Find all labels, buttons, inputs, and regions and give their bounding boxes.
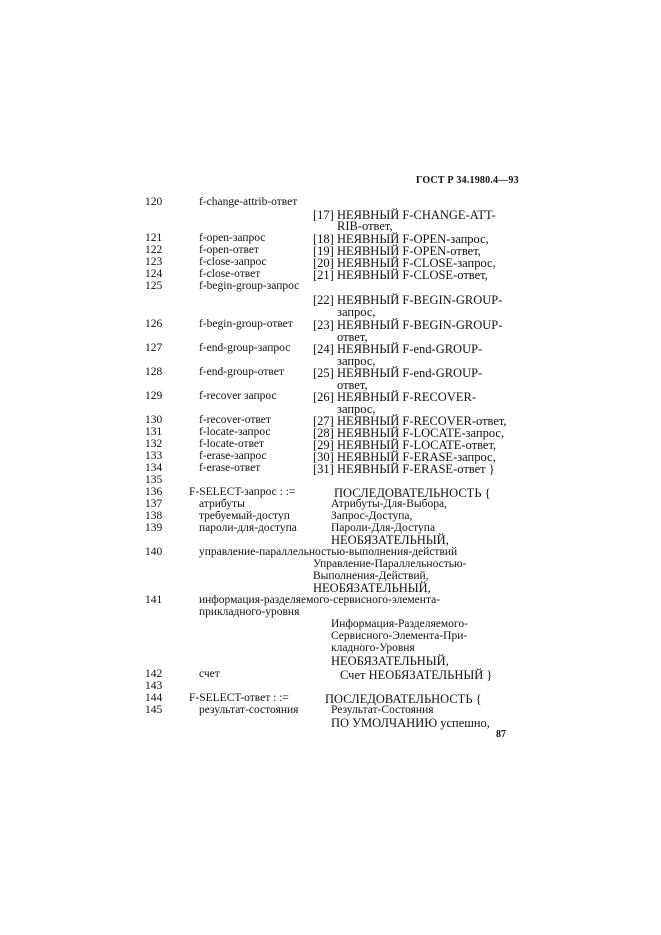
field-name: f-begin-group-ответ	[199, 318, 293, 330]
default-value: ПО УМОЛЧАНИЮ успешно,	[331, 716, 490, 730]
sequence-keyword: ПОСЛЕДОВАТЕЛЬНОСТЬ {	[325, 692, 482, 706]
line-number: 121	[145, 232, 163, 244]
line-number: 139	[145, 522, 163, 534]
field-type: Атрибуты-Для-Выбора,	[331, 498, 447, 510]
field-type: [29] НЕЯВНЫЙ F-LOCATE-ответ,	[313, 438, 497, 452]
field-name: f-open-запрос	[199, 232, 266, 244]
field-name: f-begin-group-запрос	[199, 280, 300, 292]
field-type: RIB-ответ,	[337, 219, 393, 233]
line-number: 125	[145, 280, 163, 292]
field-type: ответ,	[337, 330, 368, 344]
field-type: [23] НЕЯВНЫЙ F-BEGIN-GROUP-	[313, 318, 503, 332]
field-name: f-end-group-запрос	[199, 342, 291, 354]
field-type: кладного-Уровня	[331, 642, 415, 654]
line-number: 130	[145, 414, 163, 426]
field-name: f-erase-ответ	[199, 462, 261, 474]
field-name: пароли-для-доступа	[199, 522, 297, 534]
line-number: 124	[145, 268, 163, 280]
field-type: Пароли-Для-Доступа	[331, 522, 436, 534]
field-type: запрос,	[337, 305, 376, 319]
field-type: Сервисного-Элемента-При-	[331, 630, 468, 642]
field-type: запрос,	[337, 354, 376, 368]
line-number: 145	[145, 704, 163, 716]
field-type: Выполнения-Действий,	[313, 570, 429, 582]
line-number: 136	[145, 486, 163, 498]
line-number: 131	[145, 426, 163, 438]
field-type: запрос,	[337, 402, 376, 416]
field-type: [27] НЕЯВНЫЙ F-RECOVER-ответ,	[313, 414, 507, 428]
field-name: f-close-ответ	[199, 268, 261, 280]
line-number: 133	[145, 450, 163, 462]
field-type: Результат-Состояния	[331, 704, 434, 716]
field-type: ответ,	[337, 378, 368, 392]
optional-keyword: НЕОБЯЗАТЕЛЬНЫЙ,	[331, 533, 449, 547]
line-number: 135	[145, 474, 163, 486]
field-name: f-recover запрос	[199, 390, 277, 402]
line-number: 132	[145, 438, 163, 450]
field-type: Запрос-Доступа,	[331, 510, 413, 522]
field-name: прикладного-уровня	[199, 606, 300, 618]
field-name: f-recover-ответ	[199, 414, 271, 426]
field-type: [17] НЕЯВНЫЙ F-CHANGE-ATT-	[313, 208, 496, 222]
line-number: 134	[145, 462, 163, 474]
field-name: требуемый-доступ	[199, 510, 290, 522]
line-number: 129	[145, 390, 163, 402]
field-type: [31] НЕЯВНЫЙ F-ERASE-ответ }	[313, 462, 495, 476]
field-type: [20] НЕЯВНЫЙ F-CLOSE-запрос,	[313, 256, 496, 270]
page-header: ГОСТ Р 34.1980.4—93	[416, 175, 519, 186]
line-number: 141	[145, 594, 163, 606]
line-number: 138	[145, 510, 163, 522]
field-name: результат-состояния	[199, 704, 299, 716]
field-name: информация-разделяемого-сервисного-элемента-	[199, 594, 441, 606]
field-type: [30] НЕЯВНЫЙ F-ERASE-запрос,	[313, 450, 496, 464]
type-definition: F-SELECT-ответ : :=	[189, 692, 289, 704]
field-name: f-close-запрос	[199, 256, 267, 268]
field-type: [25] НЕЯВНЫЙ F-end-GROUP-	[313, 366, 483, 380]
line-number: 137	[145, 498, 163, 510]
type-definition: F-SELECT-запрос : :=	[189, 486, 296, 498]
line-number: 144	[145, 692, 163, 704]
line-number: 120	[145, 196, 163, 208]
field-name: f-change-attrib-ответ	[199, 196, 298, 208]
field-name: f-open-ответ	[199, 244, 259, 256]
field-type: [18] НЕЯВНЫЙ F-OPEN-запрос,	[313, 232, 489, 246]
field-type: [21] НЕЯВНЫЙ F-CLOSE-ответ,	[313, 268, 488, 282]
field-type: Счет НЕОБЯЗАТЕЛЬНЫЙ }	[340, 668, 493, 682]
sequence-keyword: ПОСЛЕДОВАТЕЛЬНОСТЬ {	[334, 486, 491, 500]
field-name: f-locate-запрос	[199, 426, 271, 438]
field-name: атрибуты	[199, 498, 245, 510]
field-name: управление-параллельностью-выполнения-действий	[199, 546, 458, 558]
optional-keyword: НЕОБЯЗАТЕЛЬНЫЙ,	[313, 581, 431, 595]
line-number: 142	[145, 668, 163, 680]
field-name: f-erase-запрос	[199, 450, 267, 462]
field-name: счет	[199, 668, 220, 680]
field-type: [28] НЕЯВНЫЙ F-LOCATE-запрос,	[313, 426, 505, 440]
field-type: [26] НЕЯВНЫЙ F-RECOVER-	[313, 390, 476, 404]
page-number: 87	[496, 729, 506, 740]
field-type: [22] НЕЯВНЫЙ F-BEGIN-GROUP-	[313, 293, 503, 307]
field-type: Управление-Параллельностью-	[313, 558, 467, 570]
field-name: f-end-group-ответ	[199, 366, 284, 378]
field-type: [19] НЕЯВНЫЙ F-OPEN-ответ,	[313, 244, 481, 258]
line-number: 122	[145, 244, 163, 256]
field-type: Информация-Разделяемого-	[331, 618, 468, 630]
line-number: 143	[145, 680, 163, 692]
line-number: 123	[145, 256, 163, 268]
field-type: [24] НЕЯВНЫЙ F-end-GROUP-	[313, 342, 483, 356]
line-number: 127	[145, 342, 163, 354]
line-number: 140	[145, 546, 163, 558]
field-name: f-locate-ответ	[199, 438, 265, 450]
line-number: 126	[145, 318, 163, 330]
line-number: 128	[145, 366, 163, 378]
optional-keyword: НЕОБЯЗАТЕЛЬНЫЙ,	[331, 654, 449, 668]
